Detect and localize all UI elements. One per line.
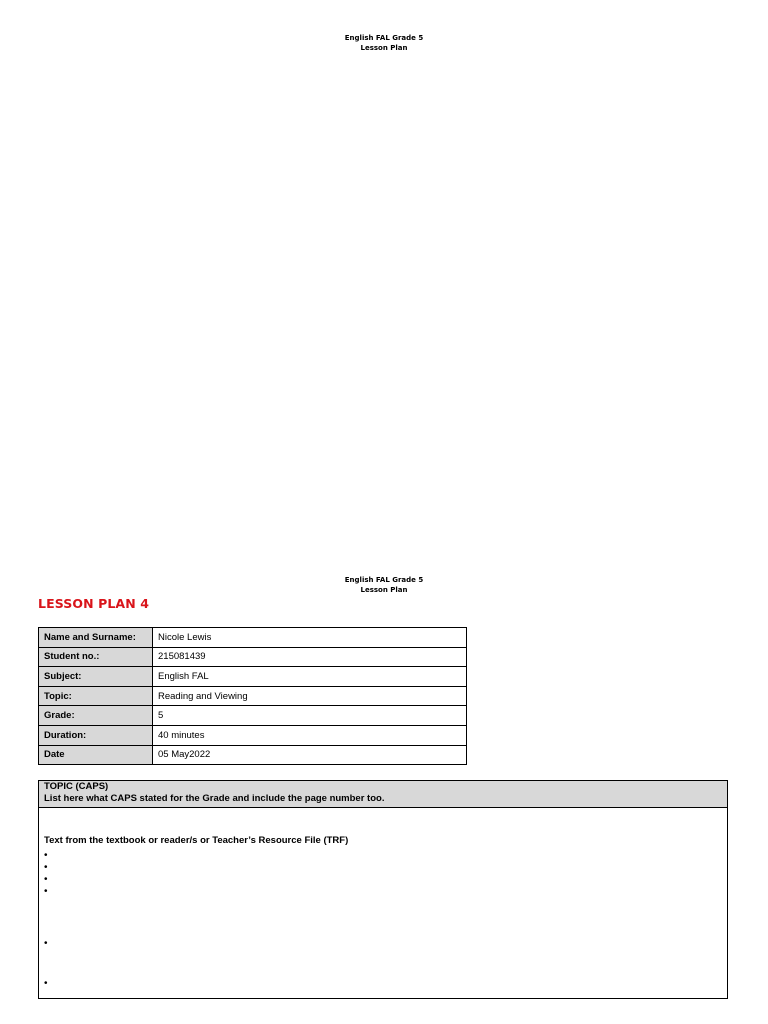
header-doc-type: Lesson Plan (360, 586, 408, 594)
table-row (39, 647, 467, 667)
date-value: 05 May2022 (153, 745, 467, 765)
header-subject: English FAL Grade 5 (344, 34, 424, 42)
topic-value: Reading and Viewing (153, 686, 467, 706)
bullet-point: • (44, 886, 48, 897)
page-header-top (0, 33, 768, 53)
subject-value: English FAL (153, 667, 467, 687)
topic-label: Topic: (39, 686, 153, 706)
duration-label: Duration: (39, 725, 153, 745)
table-row (39, 706, 467, 726)
table-row (39, 725, 467, 745)
lesson-plan-title: LESSON PLAN 4 (38, 596, 149, 611)
student-no-value: 215081439 (153, 647, 467, 667)
grade-value: 5 (153, 706, 467, 726)
caps-instruction: List here what CAPS stated for the Grade and include the page number too. (44, 793, 385, 804)
caps-topic-box (38, 780, 728, 999)
name-label: Name and Surname: (39, 628, 153, 648)
trf-heading: Text from the textbook or reader/s or Teacher’s Resource File (TRF) (44, 835, 349, 846)
table-row (39, 628, 467, 648)
table-row (39, 667, 467, 687)
caps-heading: TOPIC (CAPS) (44, 781, 109, 792)
caps-heading-block (39, 781, 727, 808)
table-row (39, 686, 467, 706)
page-header-second (0, 575, 768, 595)
grade-label: Grade: (39, 706, 153, 726)
header-doc-type: Lesson Plan (360, 44, 408, 52)
header-subject: English FAL Grade 5 (344, 576, 424, 584)
duration-value: 40 minutes (153, 725, 467, 745)
table-row (39, 745, 467, 765)
bullet-point: • (44, 850, 48, 861)
bullet-point: • (44, 938, 48, 949)
bullet-point: • (44, 978, 48, 989)
student-no-label: Student no.: (39, 647, 153, 667)
subject-label: Subject: (39, 667, 153, 687)
bullet-point: • (44, 874, 48, 885)
date-label: Date (39, 745, 153, 765)
name-value: Nicole Lewis (153, 628, 467, 648)
lesson-info-table (38, 627, 467, 765)
bullet-point: • (44, 862, 48, 873)
